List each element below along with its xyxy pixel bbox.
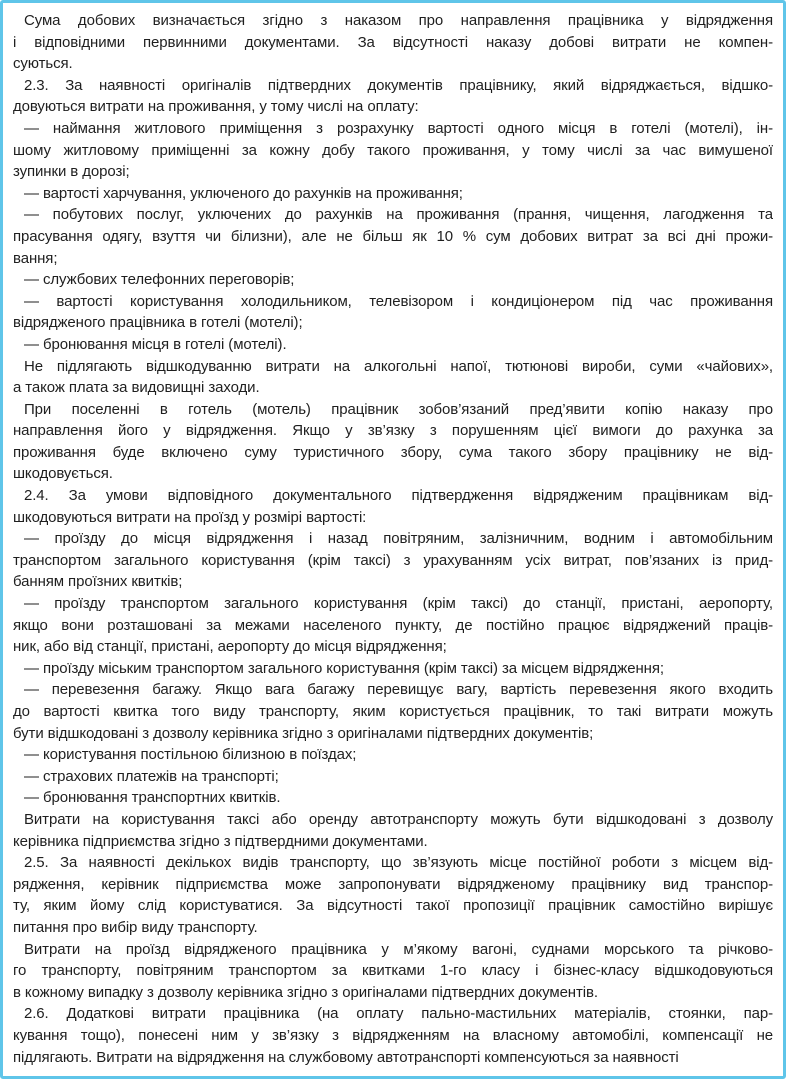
text-line: довуються витрати на проживання, у тому числі на оплату: — [13, 98, 419, 116]
text-line: якщо вони розташовані за межами населеного пункту, де постійно працює відряджений праців- — [13, 616, 773, 634]
text-line: — бронювання транспортних квитків. — [24, 789, 281, 807]
text-line: го транспорту, повітряним транспортом за квитками 1-го класу і бізнес-класу відшкодовуються — [13, 962, 773, 980]
text-line: — наймання житлового приміщення з розрахунку вартості одного місця в готелі (мотелі), ін- — [24, 119, 773, 137]
text-line: шкодовується. — [13, 465, 113, 483]
text-line: в кожному випадку з дозволу керівника згідно з оригіналами підтвердних документів. — [13, 983, 598, 1001]
text-line: керівника підприємства згідно з підтвердними документами. — [13, 832, 428, 850]
text-line: направлення його у відрядження. Якщо у зв’язку з порушенням цієї вимоги до рахунка за — [13, 422, 773, 440]
text-line: відрядженого працівника в готелі (мотелі); — [13, 314, 303, 332]
text-line: прасування одягу, взуття чи білизни), але не більш як 10 % сум добових витрат за всі дні прожи- — [13, 227, 773, 245]
text-line: 2.5. За наявності декількох видів транспорту, що зв’язують місце постійної роботи з місцем від- — [24, 854, 773, 872]
text-line: проживання буде включено суму туристичного збору, сума такого збору працівнику не від- — [13, 443, 773, 461]
text-line: і відповідними первинними документами. За відсутності наказу добові витрати не компен- — [13, 33, 773, 51]
text-line: Сума добових визначається згідно з наказом про направлення працівника у відрядження — [24, 12, 773, 29]
text-line: — користування постільною білизною в поїздах; — [24, 746, 357, 764]
text-line: Не підлягають відшкодуванню витрати на алкогольні напої, тютюнові вироби, суми «чайових», — [24, 357, 773, 375]
text-line: кування тощо), понесені ним у зв’язку з відрядженням на власному автомобілі, компенсації не — [13, 1026, 773, 1044]
text-line: — проїзду до місця відрядження і назад повітряним, залізничним, водним і автомобільним — [24, 530, 773, 548]
text-line: вання; — [13, 249, 58, 267]
text-line: шкодовуються витрати на проїзд у розмірі вартості: — [13, 508, 367, 526]
text-line: рядження, керівник підприємства може запропонувати відрядженому працівнику вид транспор- — [13, 875, 773, 893]
text-line: — вартості користування холодильником, телевізором і кондиціонером під час проживання — [24, 292, 773, 310]
text-line: до вартості квитка того виду транспорту, яким користується працівник, то такі витрати можуть — [13, 703, 773, 720]
text-line: — бронювання місця в готелі (мотелі). — [24, 335, 287, 353]
text-line: Витрати на проїзд відрядженого працівника у м’якому вагоні, суднами морського та річково- — [24, 940, 773, 958]
text-line: 2.6. Додаткові витрати працівника (на оплату пально-мастильних матеріалів, стоянки, пар- — [24, 1005, 773, 1023]
text-line: — страхових платежів на транспорті; — [24, 767, 279, 785]
text-line: суються. — [13, 55, 73, 73]
text-line: банням проїзних квитків; — [13, 573, 183, 591]
text-line: — перевезення багажу. Якщо вага багажу перевищує вагу, вартість перевезення якого входить — [24, 681, 773, 699]
text-line: — вартості харчування, уключеного до рахунків на проживання; — [24, 184, 463, 202]
text-line: Витрати на користування таксі або оренду автотранспорту можуть бути відшкодовані з дозволу — [24, 810, 773, 828]
text-line: шому житловому приміщенні за кожну добу такого проживання, у тому числі за час вимушеної — [13, 141, 773, 159]
text-line: ник, або від станції, пристані, аеропорту до місця відрядження; — [13, 638, 447, 656]
text-line: — проїзду міським транспортом загального користування (крім таксі) за місцем відрядження; — [24, 659, 664, 677]
text-line: — службових телефонних переговорів; — [24, 271, 295, 289]
text-line: бути відшкодовані з дозволу керівника згідно з оригіналами підтвердних документів; — [13, 724, 594, 742]
text-line: зупинки в дорозі; — [13, 163, 130, 181]
text-line: 2.3. За наявності оригіналів підтвердних документів працівнику, який відряджається, відшко- — [24, 76, 773, 94]
text-line: підлягають. Витрати на відрядження на службовому автотранспорті компенсуються за наявності — [13, 1048, 679, 1066]
document-body — [13, 10, 773, 1068]
text-line: питання про вибір виду транспорту. — [13, 918, 258, 936]
text-line: При поселенні в готель (мотель) працівник зобов’язаний пред’явити копію наказу про — [24, 400, 773, 418]
text-line: — побутових послуг, уключених до рахунків на проживання (прання, чищення, лагодження та — [24, 206, 773, 224]
text-line: — проїзду транспортом загального користування (крім таксі) до станції, пристані, аеропорту, — [24, 595, 773, 613]
text-line: а також плата за видовищні заходи. — [13, 379, 260, 397]
text-line: ту, яким йому слід користуватися. За відсутності такої пропозиції працівник самостійно вирішує — [13, 897, 773, 915]
text-line: транспортом загального користування (крім таксі) з урахуванням усіх витрат, пов’язаних із прид- — [13, 551, 773, 569]
text-line: 2.4. За умови відповідного документального підтвердження відрядженим працівникам від- — [24, 487, 773, 505]
